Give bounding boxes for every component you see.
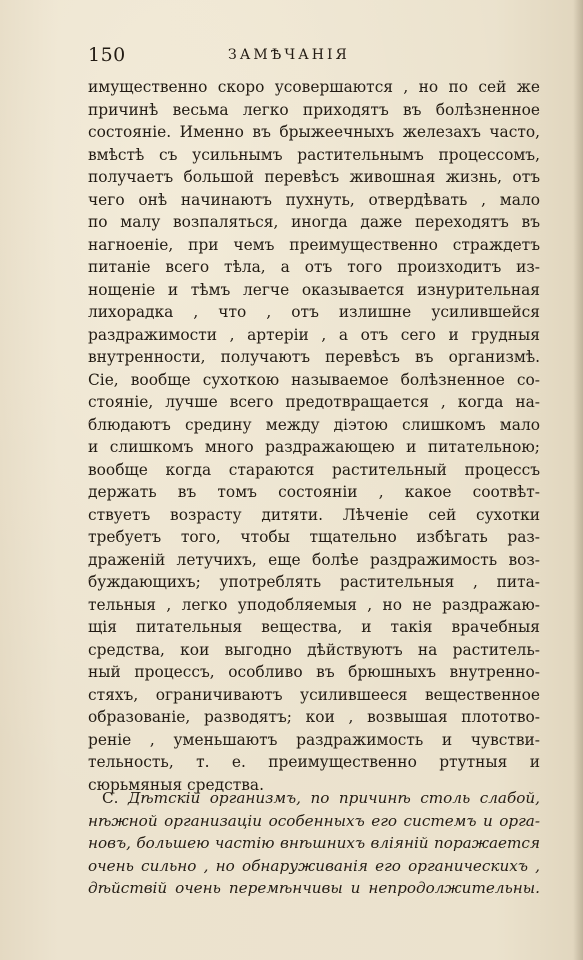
text-line: блюдаютъ средину между діэтою слишкомъ мало: [88, 415, 540, 434]
page-number: 150: [88, 44, 126, 66]
text-line: образованіе, разводятъ; кои , возвышая плототво-: [88, 708, 540, 726]
text-line: имущественно скоро усовершаются , но по сей же: [88, 78, 540, 96]
text-line: вообще когда стараются растительный процессъ: [88, 460, 540, 479]
text-line: щія питательныя вещества, и такія врачебныя: [88, 618, 540, 636]
text-line: реніе , уменьшаютъ раздражимость и чувстви-: [88, 730, 540, 749]
text-line: сюрьмяныя средства.: [88, 775, 264, 794]
text-line: средства, кои выгодно дѣйствуютъ на раститель-: [88, 640, 540, 659]
text-line-content: Дѣтскій организмъ, по причинѣ столь слабой,: [127, 789, 540, 807]
text-line: дѣйствій очень перемѣнчивы и непродолжительны.: [88, 879, 540, 898]
text-line: ствуетъ возрасту дитяти. Лѣченіе сей сухотки: [88, 505, 540, 524]
text-line: внутренности, получаютъ перевѣсъ въ организмѣ.: [88, 348, 540, 366]
text-line: нагноеніе, при чемъ преимущественно страждетъ: [88, 235, 540, 254]
text-line: стояніе, лучше всего предотвращается , когда на-: [88, 393, 540, 411]
text-line: по малу возпаляться, иногда даже переходятъ въ: [88, 213, 540, 231]
text-line: новъ, большею частію внѣшнихъ вліяній поражается: [88, 834, 540, 853]
running-title: ЗАМѢЧАНІЯ: [228, 47, 350, 63]
main-paragraph: [88, 76, 540, 796]
text-line: чего онѣ начинаютъ пухнуть, отвердѣвать , мало: [88, 190, 540, 209]
text-line: питаніе всего тѣла, а отъ того произходитъ из-: [88, 258, 540, 276]
text-line: [88, 787, 540, 810]
section-marker: С.: [102, 789, 119, 807]
text-line: тельность, т. е. преимущественно ртутныя и: [88, 753, 540, 771]
text-line: тельныя , легко уподобляемыя , но не раздражаю-: [88, 595, 540, 614]
section-c-paragraph: [88, 787, 540, 900]
page-edge-shadow: [573, 0, 583, 960]
text-line: стяхъ, ограничиваютъ усилившееся вещественное: [88, 685, 540, 704]
text-line: буждающихъ; употреблять растительныя , пита-: [88, 573, 540, 591]
page-header: [88, 44, 540, 68]
text-line: нощеніе и тѣмъ легче оказывается изнурительная лихорадка , что , отъ излишне усилившейся: [88, 280, 540, 321]
text-line: требуетъ того, чтобы тщательно избѣгать раз-: [88, 528, 540, 546]
text-line: держать въ томъ состояніи , какое соотвѣт-: [88, 483, 540, 501]
text-line: драженій летучихъ, еще болѣе раздражимость воз-: [88, 550, 540, 569]
text-line: нѣжной организаціи особенныхъ его системъ и орга-: [88, 811, 540, 830]
text-line: раздражимости , артеріи , а отъ сего и грудныя: [88, 325, 540, 344]
text-line: ный процессъ, особливо въ брюшныхъ внутренно-: [88, 663, 540, 681]
text-line: и слишкомъ много раздражающею и питательною;: [88, 438, 540, 456]
text-line: Сіе, вообще сухоткою называемое болѣзненное со-: [88, 370, 540, 389]
text-line: получаетъ большой перевѣсъ живошная жизнь, отъ: [88, 168, 540, 186]
text-line: состояніе. Именно въ брыжеечныхъ железахъ часто,: [88, 123, 540, 141]
text-line: вмѣстѣ съ усильнымъ растительнымъ процессомъ,: [88, 145, 540, 164]
text-line: причинѣ весьма легко приходятъ въ болѣзненное: [88, 100, 540, 119]
text-line: очень сильно , но обнаруживанія его органическихъ ,: [88, 856, 540, 875]
